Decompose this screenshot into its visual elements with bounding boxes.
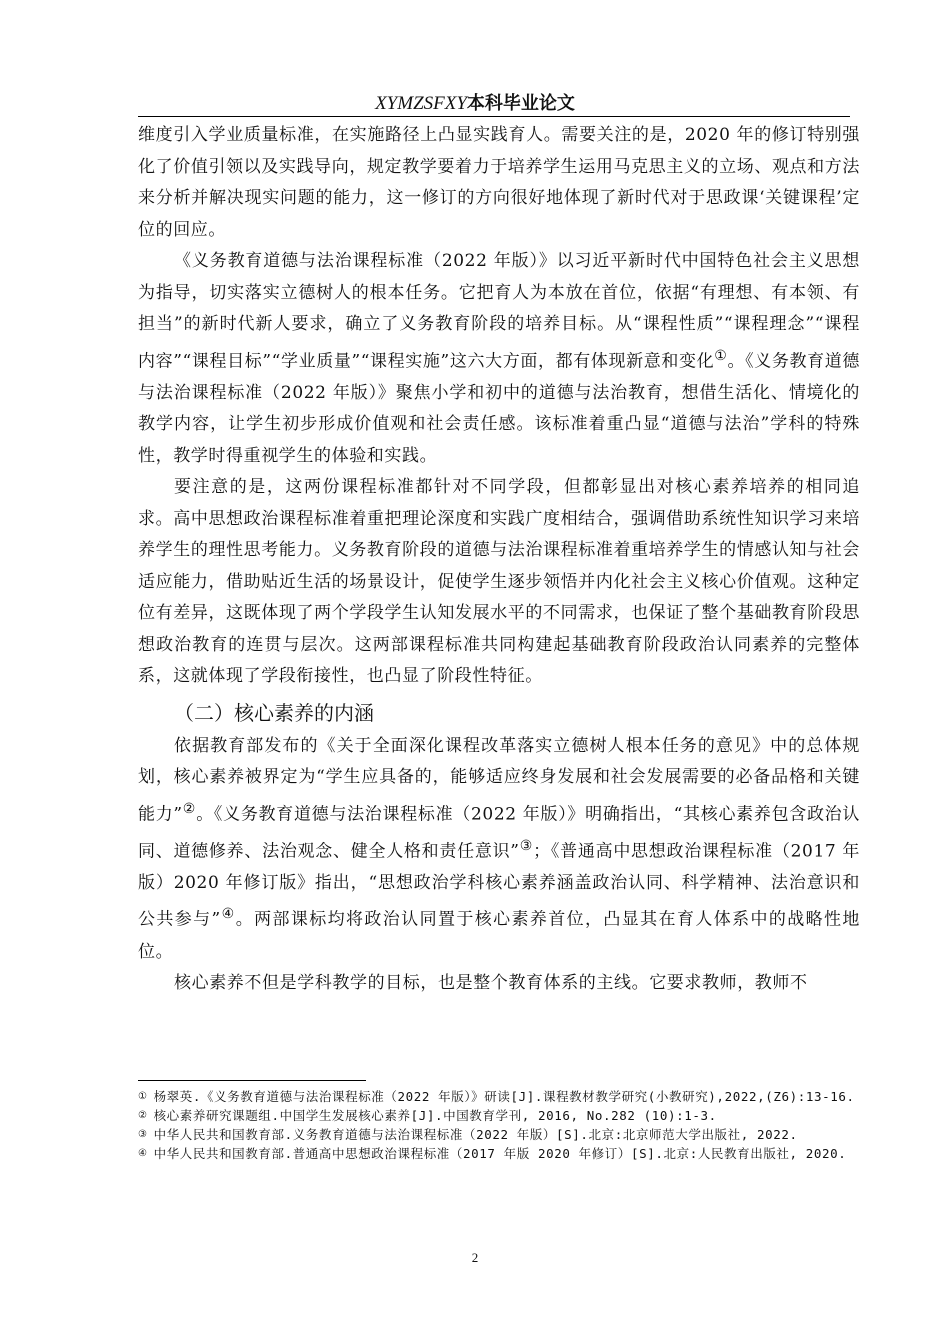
footnote-rule	[138, 1080, 366, 1081]
footnote-ref-1[interactable]: ①	[714, 347, 728, 364]
footnote-3: ③ 中华人民共和国教育部.义务教育道德与法治课程标准（2022 年版）[S].北京:北京师范大学出版社, 2022.	[138, 1127, 798, 1142]
header-latin: XYMZSFXY	[375, 93, 467, 114]
header-title: 本科毕业论文	[466, 93, 575, 114]
running-header	[0, 90, 950, 117]
page-number: 2	[471, 1250, 479, 1265]
paragraph-4: 依据教育部发布的《关于全面深化课程改革落实立德树人根本任务的意见》中的总体规划，核心素养被界定为“学生应具备的，能够适应终身发展和社会发展需要的必备品格和关键能力”②。《义务教育道德与法治课程标准（2022 年版）》明确指出，“其核心素养包含政治认同、道德修养、法治观念、健全人格和责任意识”③；《普通高中思想政治课程标准（2017 年版）2020 年修订版》指出，“思想政治学科核心素养涵盖政治认同、科学精神、法治意识和公共参与”④。两部课标均将政治认同置于核心素养首位，凸显其在育人体系中的战略性地位。	[138, 735, 861, 962]
body-text	[138, 120, 860, 1000]
paragraph-5: 核心素养不但是学科教学的目标，也是整个教育体系的主线。它要求教师，教师不	[174, 973, 808, 994]
paragraph-2: 《义务教育道德与法治课程标准（2022 年版）》以习近平新时代中国特色社会主义思想为指导，切实落实立德树人的根本任务。它把育人为本放在首位，依据“有理想、有本领、有担当”的新时代新人要求，确立了义务教育阶段的培养目标。从“课程性质”“课程理念”“课程内容”“课程目标”“学业质量”“课程实施”这六大方面，都有体现新意和变化①。《义务教育道德与法治课程标准（2022 年版）》聚焦小学和初中的道德与法治教育，想借生活化、情境化的教学内容，让学生初步形成价值观和社会责任感。该标准着重凸显“道德与法治”学科的特殊性，教学时得重视学生的体验和实践。	[138, 251, 860, 466]
footnote-ref-4[interactable]: ④	[220, 906, 236, 923]
paragraph-1: 维度引入学业质量标准，在实施路径上凸显实践育人。需要关注的是，2020 年的修订特别强化了价值引领以及实践导向，规定教学要着力于培养学生运用马克思主义的立场、观点和方法来分析并解决现实问题的能力，这一修订的方向很好地体现了新时代对于思政课‘关键课程’定位的回应。	[138, 125, 860, 240]
footnotes	[138, 1080, 860, 1163]
footnote-ref-2[interactable]: ②	[182, 800, 197, 817]
section-heading: （二）核心素养的内涵	[174, 700, 374, 725]
paragraph-3: 要注意的是，这两份课程标准都针对不同学段，但都彰显出对核心素养培养的相同追求。高中思想政治课程标准着重把理论深度和实践广度相结合，强调借助系统性知识学习来培养学生的理性思考能力。义务教育阶段的道德与法治课程标准着重培养学生的情感认知与社会适应能力，借助贴近生活的场景设计，促使学生逐步领悟并内化社会主义核心价值观。这种定位有差异，这既体现了两个学段学生认知发展水平的不同需求，也保证了整个基础教育阶段思想政治教育的连贯与层次。这两部课程标准共同构建起基础教育阶段政治认同素养的完整体系，这就体现了学段衔接性，也凸显了阶段性特征。	[138, 477, 860, 687]
footnote-2: ② 核心素养研究课题组.中国学生发展核心素养[J].中国教育学刊, 2016, No.282 (10):1-3.	[138, 1108, 717, 1123]
footnote-1: ① 杨翠英.《义务教育道德与法治课程标准（2022 年版）》研读[J].课程教材教学研究(小教研究),2022,(Z6):13-16.	[138, 1089, 855, 1104]
header-rule	[138, 116, 850, 117]
footnote-ref-3[interactable]: ③	[519, 837, 534, 854]
footnote-4: ④ 中华人民共和国教育部.普通高中思想政治课程标准（2017 年版 2020 年修订）[S].北京:人民教育出版社, 2020.	[138, 1146, 847, 1161]
